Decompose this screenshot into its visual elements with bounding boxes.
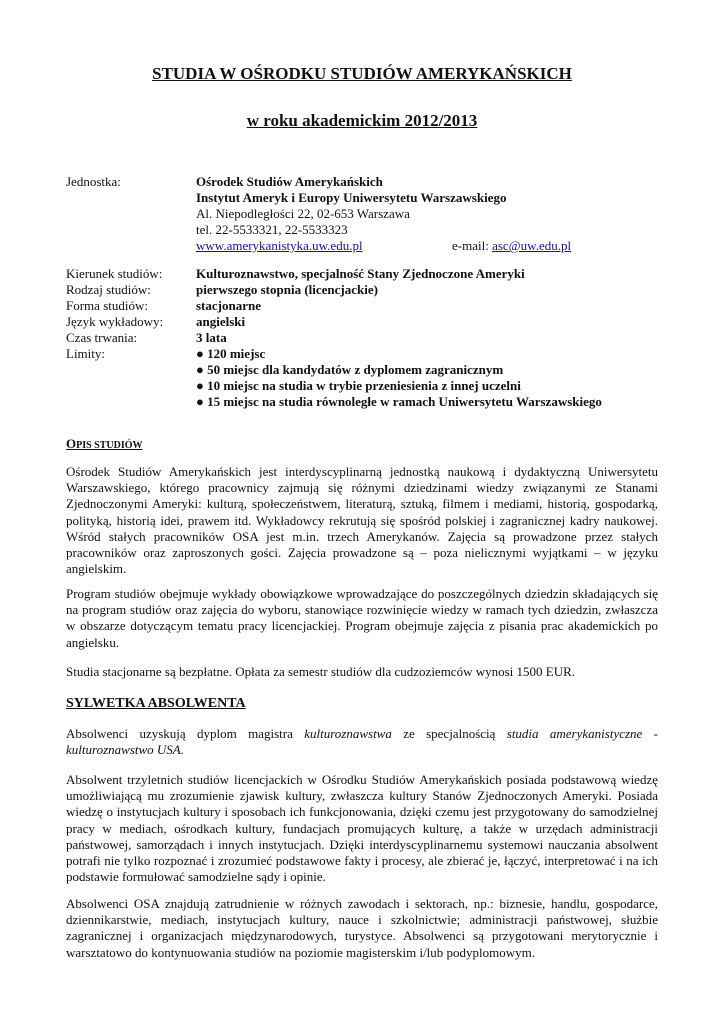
unit-label: Jednostka: [66, 174, 121, 189]
detail-label: Limity: [66, 346, 105, 361]
detail-label: Język wykładowy: [66, 314, 164, 329]
section-heading-sylwetka: SYLWETKA ABSOLWENTA [66, 696, 246, 711]
email-label: e-mail: [452, 238, 493, 253]
detail-label: Czas trwania: [66, 330, 138, 345]
address: Al. Niepodległości 22, 02-653 Warszawa [196, 206, 410, 221]
paragraph: Absolwent trzyletnich studiów licencjackich w Ośrodku Studiów Amerykańskich posiada podstawową wiedzę umożliwiającą mu zrozumienie zjawisk kultury, zwłaszcza kultury Stanów Zjednoczonych Ameryki. Posiada wiedzę o instytucjach kultury i sposobach ich funkcjonowania, dzięki czemu jest przygotowany do samodzielnej pracy w mediach, ośrodkach kultury, fundacjach promujących kulturę, a także w urzędach administracji państwowej, samorządach i innych instytucjach. Dzięki interdyscyplinarnemu systemowi nauczania absolwent potrafi nie tylko rozpoznać i zrozumieć podstawowe fakty i procesy, ale zbierać je, łączyć, interpretować i na ich podstawie formułować samodzielne sądy i opinie. [66, 772, 658, 885]
detail-value: ● 120 miejsc [196, 346, 266, 361]
paragraph: Studia stacjonarne są bezpłatne. Opłata za semestr studiów dla cudzoziemców wynosi 1500 EUR. [66, 664, 576, 679]
phone: tel. 22-5533321, 22-5533323 [196, 222, 348, 237]
page-title: STUDIA W OŚRODKU STUDIÓW AMERYKAŃSKICH [152, 64, 572, 83]
detail-label: Kierunek studiów: [66, 266, 163, 281]
detail-value: Kulturoznawstwo, specjalność Stany Zjednoczone Ameryki [196, 266, 525, 281]
detail-value: 3 lata [196, 330, 227, 345]
paragraph: Ośrodek Studiów Amerykańskich jest interdyscyplinarną jednostką naukową i dydaktyczną Uniwersytetu Warszawskiego, którego pracownicy zajmują się różnymi dziedzinami wiedzy związanymi ze Stanami Zjednoczonymi Ameryki: kulturą, społeczeństwem, literaturą, sztuką, filmem i mediami, historią, gospodarką, polityką, historią idei, prawem itd. Wykładowcy rekrutują się spośród polskiej i zagranicznej kadry naukowej. Wśród stałych pracowników OSA jest m.in. trzech Amerykanów. Zajęcia są prowadzone przez stałych pracowników oraz zaproszonych gości. Zajęcia prowadzone są – poza nielicznymi wyjątkami – w języku angielskim. [66, 464, 658, 577]
detail-value: stacjonarne [196, 298, 261, 313]
email-link[interactable]: asc@uw.edu.pl [492, 238, 572, 253]
detail-label: Forma studiów: [66, 298, 148, 313]
detail-value: angielski [196, 314, 246, 329]
email-block [452, 238, 571, 254]
detail-value: pierwszego stopnia (licencjackie) [196, 282, 378, 297]
page-subtitle: w roku akademickim 2012/2013 [246, 111, 478, 130]
paragraph: Absolwenci OSA znajdują zatrudnienie w różnych zawodach i sektorach, np.: biznesie, handlu, gospodarce, dziennikarstwie, mediach, instytucjach kultury, nauce i szkolnictwie; administracji państwowej, służbie zagranicznej i organizacjach międzynarodowych, turystyce. Absolwenci są przygotowani merytorycznie i warsztatowo do kontynuowania studiów na poziomie magisterskim i/lub podyplomowym. [66, 896, 658, 960]
website-link[interactable]: www.amerykanistyka.uw.edu.pl [196, 238, 363, 253]
section-heading-opis: OPIS STUDIÓW [66, 436, 143, 451]
paragraph: Absolwenci uzyskują dyplom magistra kulturoznawstwa ze specjalnością studia amerykanistyczne - kulturoznawstwo USA. [66, 726, 658, 758]
detail-label: Rodzaj studiów: [66, 282, 151, 297]
paragraph: Program studiów obejmuje wykłady obowiązkowe wprowadzające do poszczególnych dziedzin składających się na program studiów oraz zajęcia do wyboru, stanowiące rozwinięcie wiedzy w ramach tych dziedzin, zwłaszcza w obszarze dotyczącym tematu pracy licencjackiej. Program obejmuje zajęcia z pisania prac akademickich po angielsku. [66, 586, 658, 650]
institute-name: Instytut Ameryk i Europy Uniwersytetu Warszawskiego [196, 190, 507, 205]
unit-name: Ośrodek Studiów Amerykańskich [196, 174, 383, 189]
